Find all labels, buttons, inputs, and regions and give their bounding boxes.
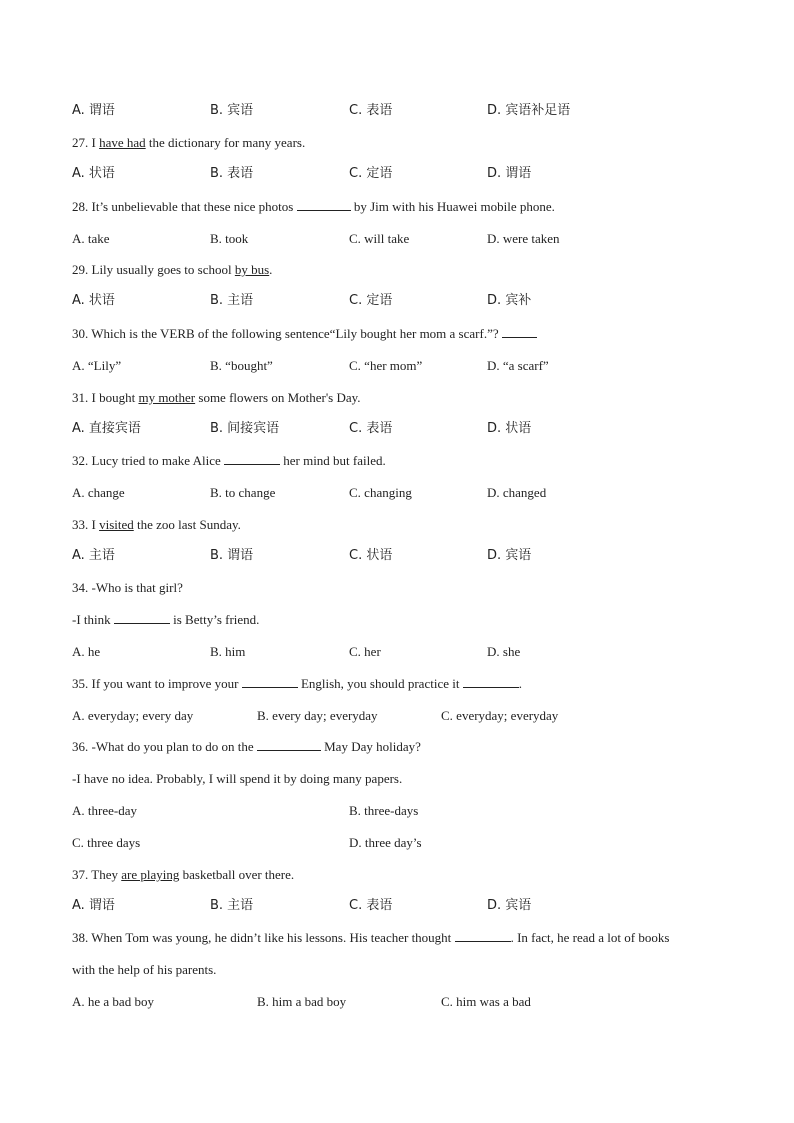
q30-option-b: B. “bought” [210,358,273,373]
q34-option-a: A. he [72,644,101,659]
q28-option-b: B. took [210,231,249,246]
answer-blank [257,739,321,751]
q31-option-a: A. 直接宾语 [72,421,141,436]
q28-option-c: C. will take [349,231,410,246]
q32-option-c: C. changing [349,485,412,500]
answer-blank [114,612,170,624]
q27-option-c: C. 定语 [349,166,393,181]
question-33: 33. I visited the zoo last Sunday. [72,517,241,532]
q31-option-c: C. 表语 [349,421,393,436]
q37-option-a: A. 谓语 [72,898,115,913]
q36-option-d: D. three day’s [349,835,422,850]
question-38: 38. When Tom was young, he didn’t like his lessons. His teacher thought . In fact, he read a lot of books [72,930,670,945]
q34-option-d: D. she [487,644,521,659]
question-28: 28. It’s unbelievable that these nice photos by Jim with his Huawei mobile phone. [72,199,555,214]
q30-option-a: A. “Lily” [72,358,122,373]
q29-option-a: A. 状语 [72,293,115,308]
q38-option-b: B. him a bad boy [257,994,347,1009]
question-36: 36. -What do you plan to do on the May Day holiday? [72,739,421,754]
q27-option-a: A. 状语 [72,166,115,181]
q30-option-c: C. “her mom” [349,358,423,373]
question-37: 37. They are playing basketball over there. [72,867,295,882]
q26-option-b: B. 宾语 [210,103,254,118]
answer-blank [463,676,519,688]
q36-option-a: A. three-day [72,803,137,818]
question-36-line-2: -I have no idea. Probably, I will spend it by doing many papers. [72,771,403,786]
q35-option-a: A. everyday; every day [72,708,194,723]
q29-option-b: B. 主语 [210,293,254,308]
answer-blank [224,453,280,465]
answer-blank [455,930,511,942]
question-30: 30. Which is the VERB of the following sentence“Lily bought her mom a scarf.”? [72,326,537,342]
q28-option-a: A. take [72,231,110,246]
q29-option-d: D. 宾补 [487,293,532,308]
q26-option-c: C. 表语 [349,103,393,118]
q38-option-a: A. he a bad boy [72,994,154,1009]
q33-option-c: C. 状语 [349,548,393,563]
q37-option-b: B. 主语 [210,898,254,913]
q29-option-c: C. 定语 [349,293,393,308]
q38-option-c: C. him was a bad [441,994,531,1009]
q32-option-d: D. changed [487,485,547,500]
q35-option-b: B. every day; everyday [257,708,378,723]
q32-option-a: A. change [72,485,125,500]
q27-option-b: B. 表语 [210,166,254,181]
q31-option-b: B. 间接宾语 [210,421,280,436]
question-38-line-2: with the help of his parents. [72,962,217,977]
question-27: 27. I have had the dictionary for many years. [72,135,306,150]
q36-option-c: C. three days [72,835,141,850]
q37-option-c: C. 表语 [349,898,393,913]
q33-option-b: B. 谓语 [210,548,254,563]
q27-option-d: D. 谓语 [487,166,532,181]
q26-option-a: A. 谓语 [72,103,115,118]
q36-option-b: B. three-days [349,803,419,818]
q35-option-c: C. everyday; everyday [441,708,559,723]
question-32: 32. Lucy tried to make Alice her mind but failed. [72,453,386,468]
question-31: 31. I bought my mother some flowers on Mother's Day. [72,390,361,405]
q26-option-d: D. 宾语补足语 [487,103,571,118]
q33-option-d: D. 宾语 [487,548,532,563]
q32-option-b: B. to change [210,485,276,500]
q34-option-b: B. him [210,644,246,659]
q33-option-a: A. 主语 [72,548,115,563]
q30-option-d: D. “a scarf” [487,358,549,373]
question-34: 34. -Who is that girl? [72,580,183,595]
question-34-line-2: -I think is Betty’s friend. [72,612,260,627]
answer-blank [502,326,537,338]
q34-option-c: C. her [349,644,381,659]
answer-blank [242,676,298,688]
q37-option-d: D. 宾语 [487,898,532,913]
answer-blank [297,199,351,211]
question-35: 35. If you want to improve your English, you should practice it . [72,676,522,691]
q28-option-d: D. were taken [487,231,560,246]
question-29: 29. Lily usually goes to school by bus. [72,262,273,277]
q31-option-d: D. 状语 [487,421,532,436]
